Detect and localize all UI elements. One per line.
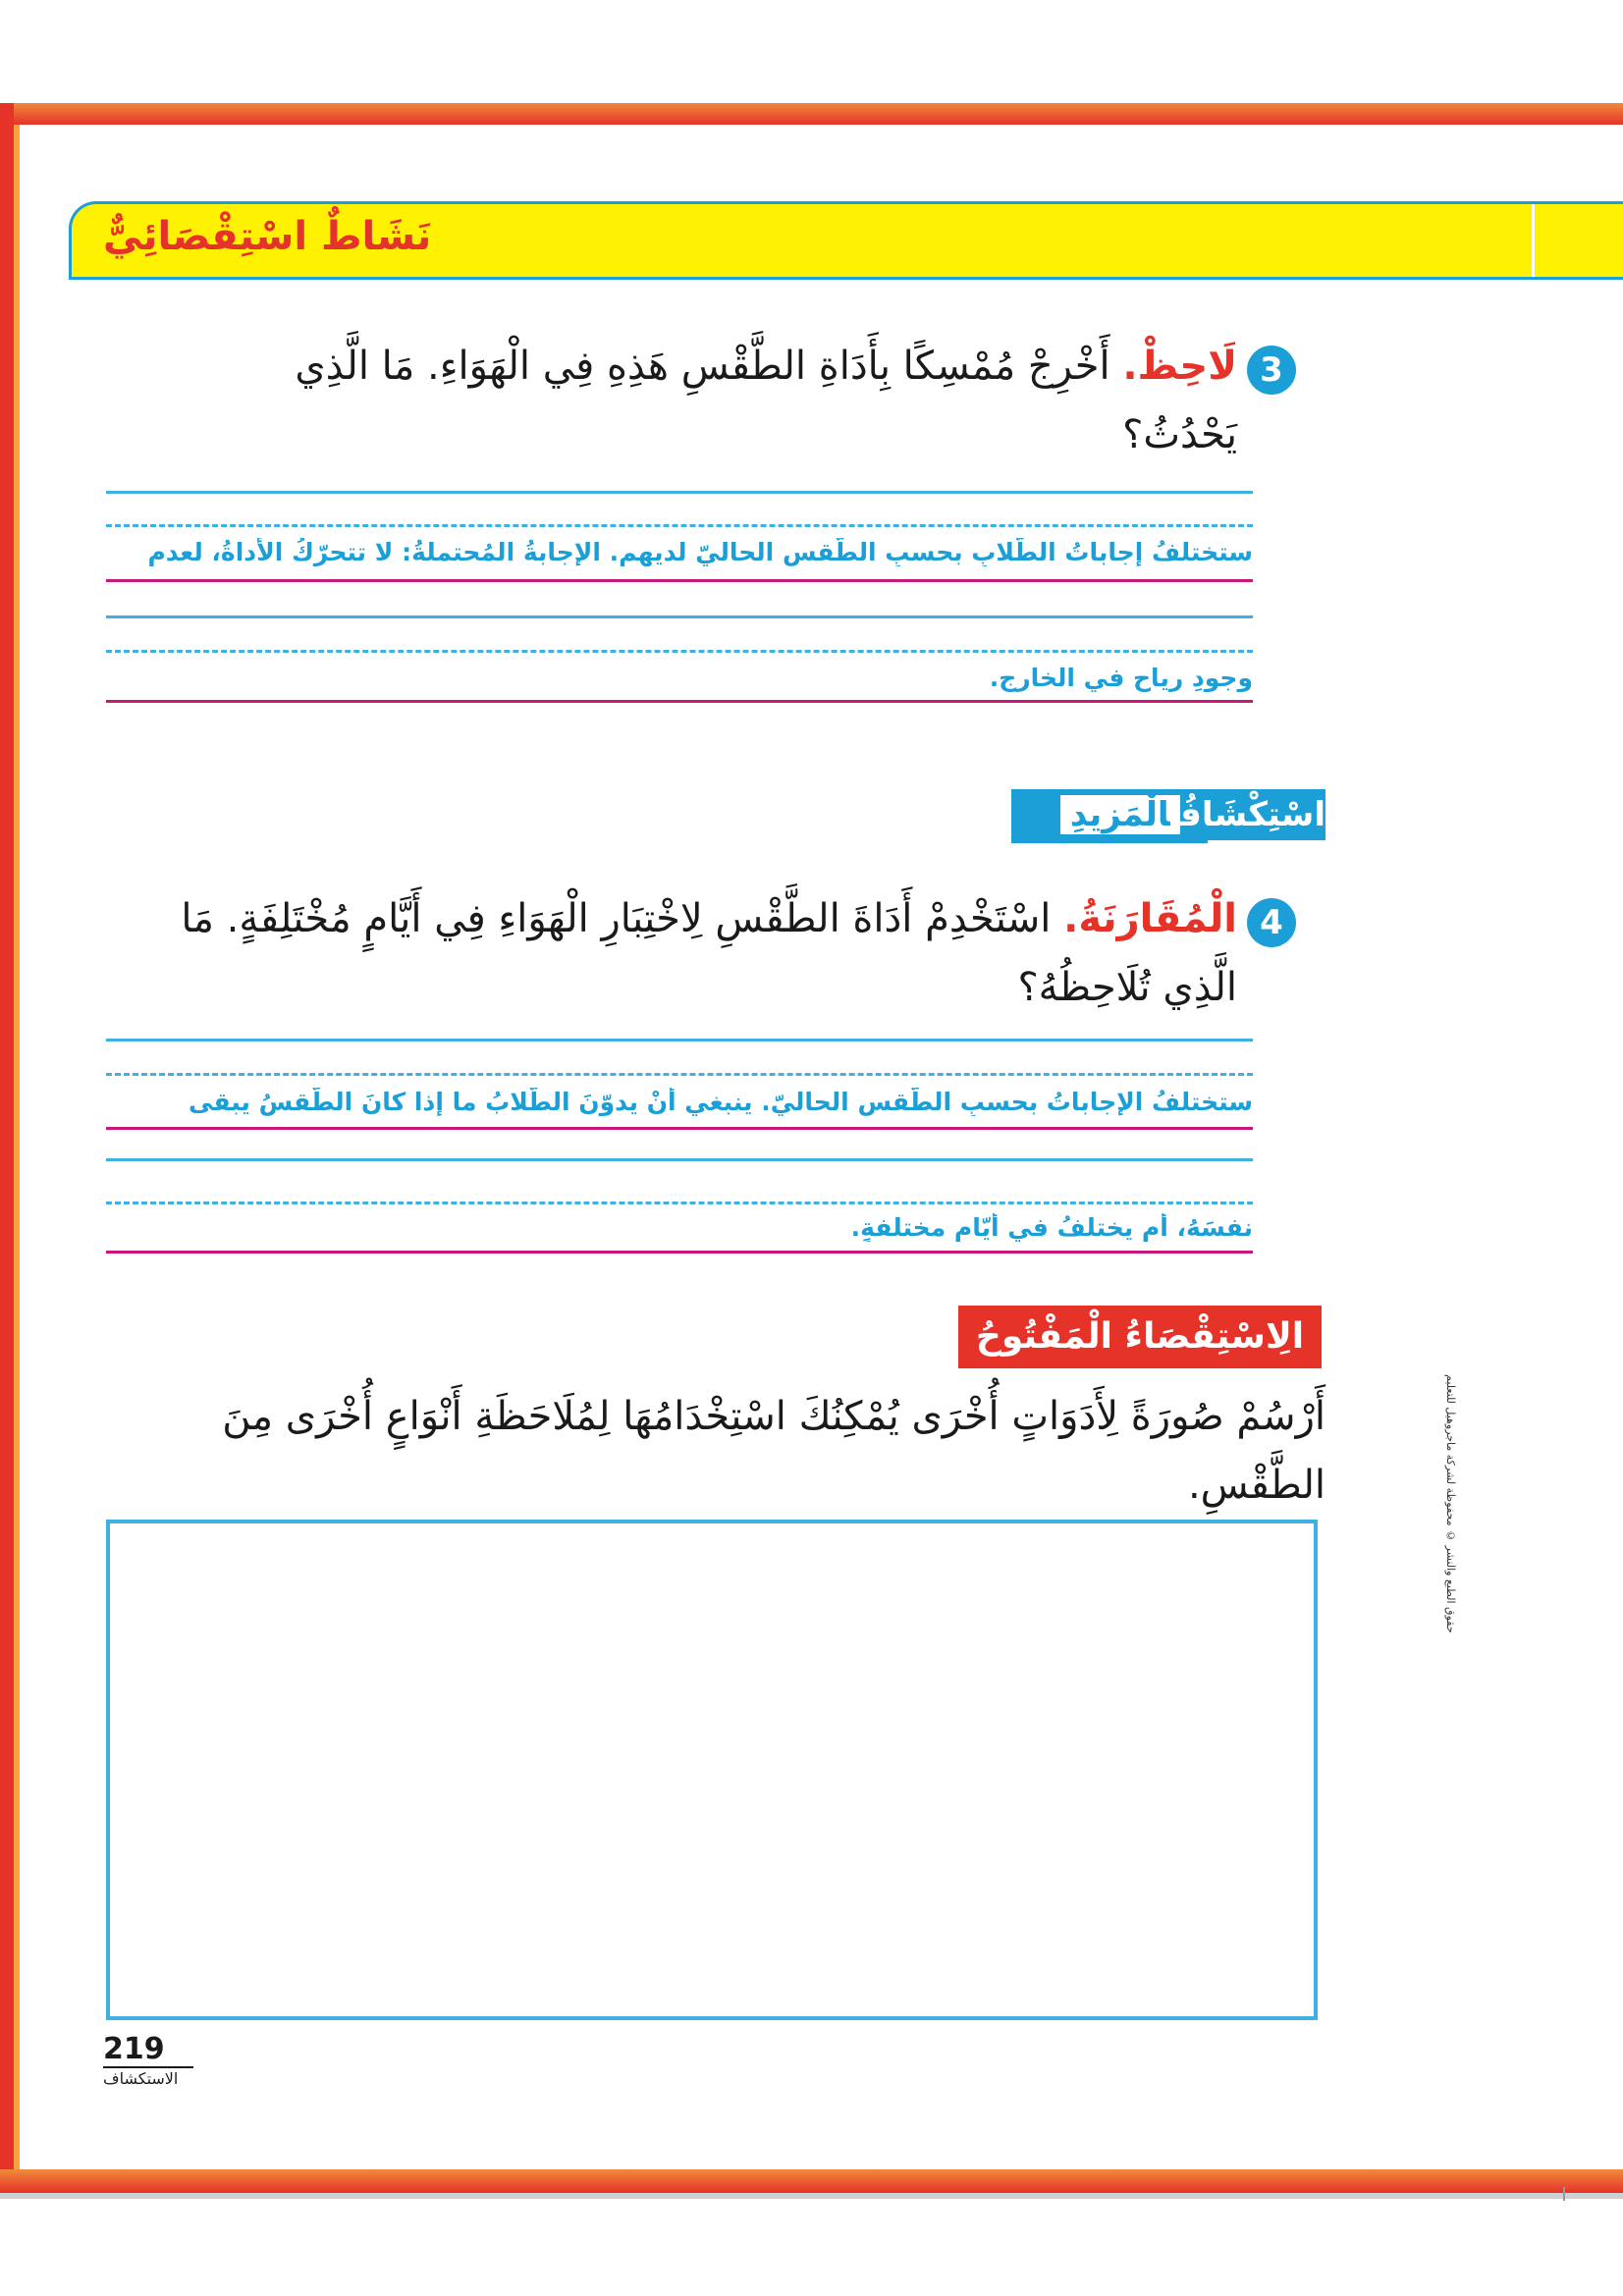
copyright-note: حقوق الطبع والنشر © محفوظة لشركة ماجروهيل للتعليم (1444, 1374, 1457, 1633)
question-4-answer-line1: ستختلفُ الإجاباتُ بحسبِ الطّقسِ الحاليّ. ينبغي أنْ يدوّنَ الطّلابُ ما إذا كانَ الطّقسُ يبقى (189, 1088, 1253, 1116)
question-4-line2: الَّذِي تُلَاحِظُهُ؟ (1017, 965, 1237, 1010)
answer-underline (106, 700, 1253, 703)
page-frame-top (0, 103, 1623, 125)
writing-dash-line (106, 1201, 1253, 1204)
page-frame-left-inner (14, 125, 20, 2194)
crop-mark (1563, 2187, 1565, 2201)
writing-dash-line (106, 1073, 1253, 1076)
question-4-answer-line2: نفسَهُ، أم يختلفُ في أيّامٍ مختلفةٍ. (850, 1213, 1253, 1242)
writing-line (106, 615, 1253, 618)
writing-dash-line (106, 524, 1253, 527)
explore-more-word2: الْمَزِيدِ (1060, 795, 1180, 834)
page-number-rule (103, 2066, 193, 2068)
answer-underline (106, 1251, 1253, 1254)
answer-underline (106, 579, 1253, 582)
question-3-keyword: لَاحِظْ. (1122, 344, 1237, 389)
page-number: 219 (103, 2032, 165, 2066)
open-inquiry-line1: أَرْسُمْ صُورَةً لِأَدَوَاتٍ أُخْرَى يُمْكِنُكَ اسْتِخْدَامُهَا لِمُلَاحَظَةِ أَنْوَاعٍ أُخْرَى مِنَ (222, 1394, 1325, 1439)
explore-more-label (1011, 789, 1325, 840)
question-3-text: أَخْرِجْ مُمْسِكًا بِأَدَاةِ الطَّقْسِ هَذِهِ فِي الْهَوَاءِ. مَا الَّذِي (295, 344, 1110, 389)
writing-dash-line (106, 650, 1253, 653)
open-inquiry-tag: الِاسْتِقْصَاءُ الْمَفْتُوحُ (958, 1306, 1322, 1368)
explore-more-underline (1011, 840, 1208, 843)
open-inquiry-line2: الطَّقْسِ. (1187, 1463, 1325, 1508)
answer-underline (106, 1127, 1253, 1130)
writing-line (106, 1158, 1253, 1161)
question-3-line1 (236, 336, 1237, 397)
unit-label: الاستكشاف (103, 2069, 179, 2088)
title-bar-divider (1532, 204, 1535, 277)
question-4-line1 (98, 888, 1237, 949)
question-3-answer-line1: ستختلفُ إجاباتُ الطّلابِ بحسبِ الطّقسِ الحاليّ لديهم. الإجابةُ المُحتملةُ: لا تتحرّكُ الأداةُ، لعدمِ (147, 538, 1253, 566)
question-4-number: 4 (1247, 898, 1296, 947)
page-frame-left (0, 103, 14, 2194)
explore-more-word1: اسْتِكْشَافُ (1179, 795, 1325, 834)
question-4-keyword: الْمُقَارَنَةُ. (1063, 896, 1237, 941)
writing-line (106, 491, 1253, 494)
writing-line (106, 1039, 1253, 1041)
question-3-answer-line2: وجودِ رياحٍ في الخارجِ. (989, 664, 1253, 692)
drawing-area[interactable] (106, 1520, 1318, 2020)
question-3-number: 3 (1247, 346, 1296, 395)
page-frame-shadow (0, 2193, 1623, 2199)
activity-title: نَشَاطٌ اسْتِقْصَائِيٌّ (103, 214, 432, 259)
page-frame-bottom (0, 2169, 1623, 2193)
question-4-text: اسْتَخْدِمْ أَدَاةَ الطَّقْسِ لِاخْتِبَارِ الْهَوَاءِ فِي أَيَّامٍ مُخْتَلِفَةٍ. مَا (181, 896, 1052, 941)
question-3-line2: يَحْدُثُ؟ (1122, 412, 1237, 457)
